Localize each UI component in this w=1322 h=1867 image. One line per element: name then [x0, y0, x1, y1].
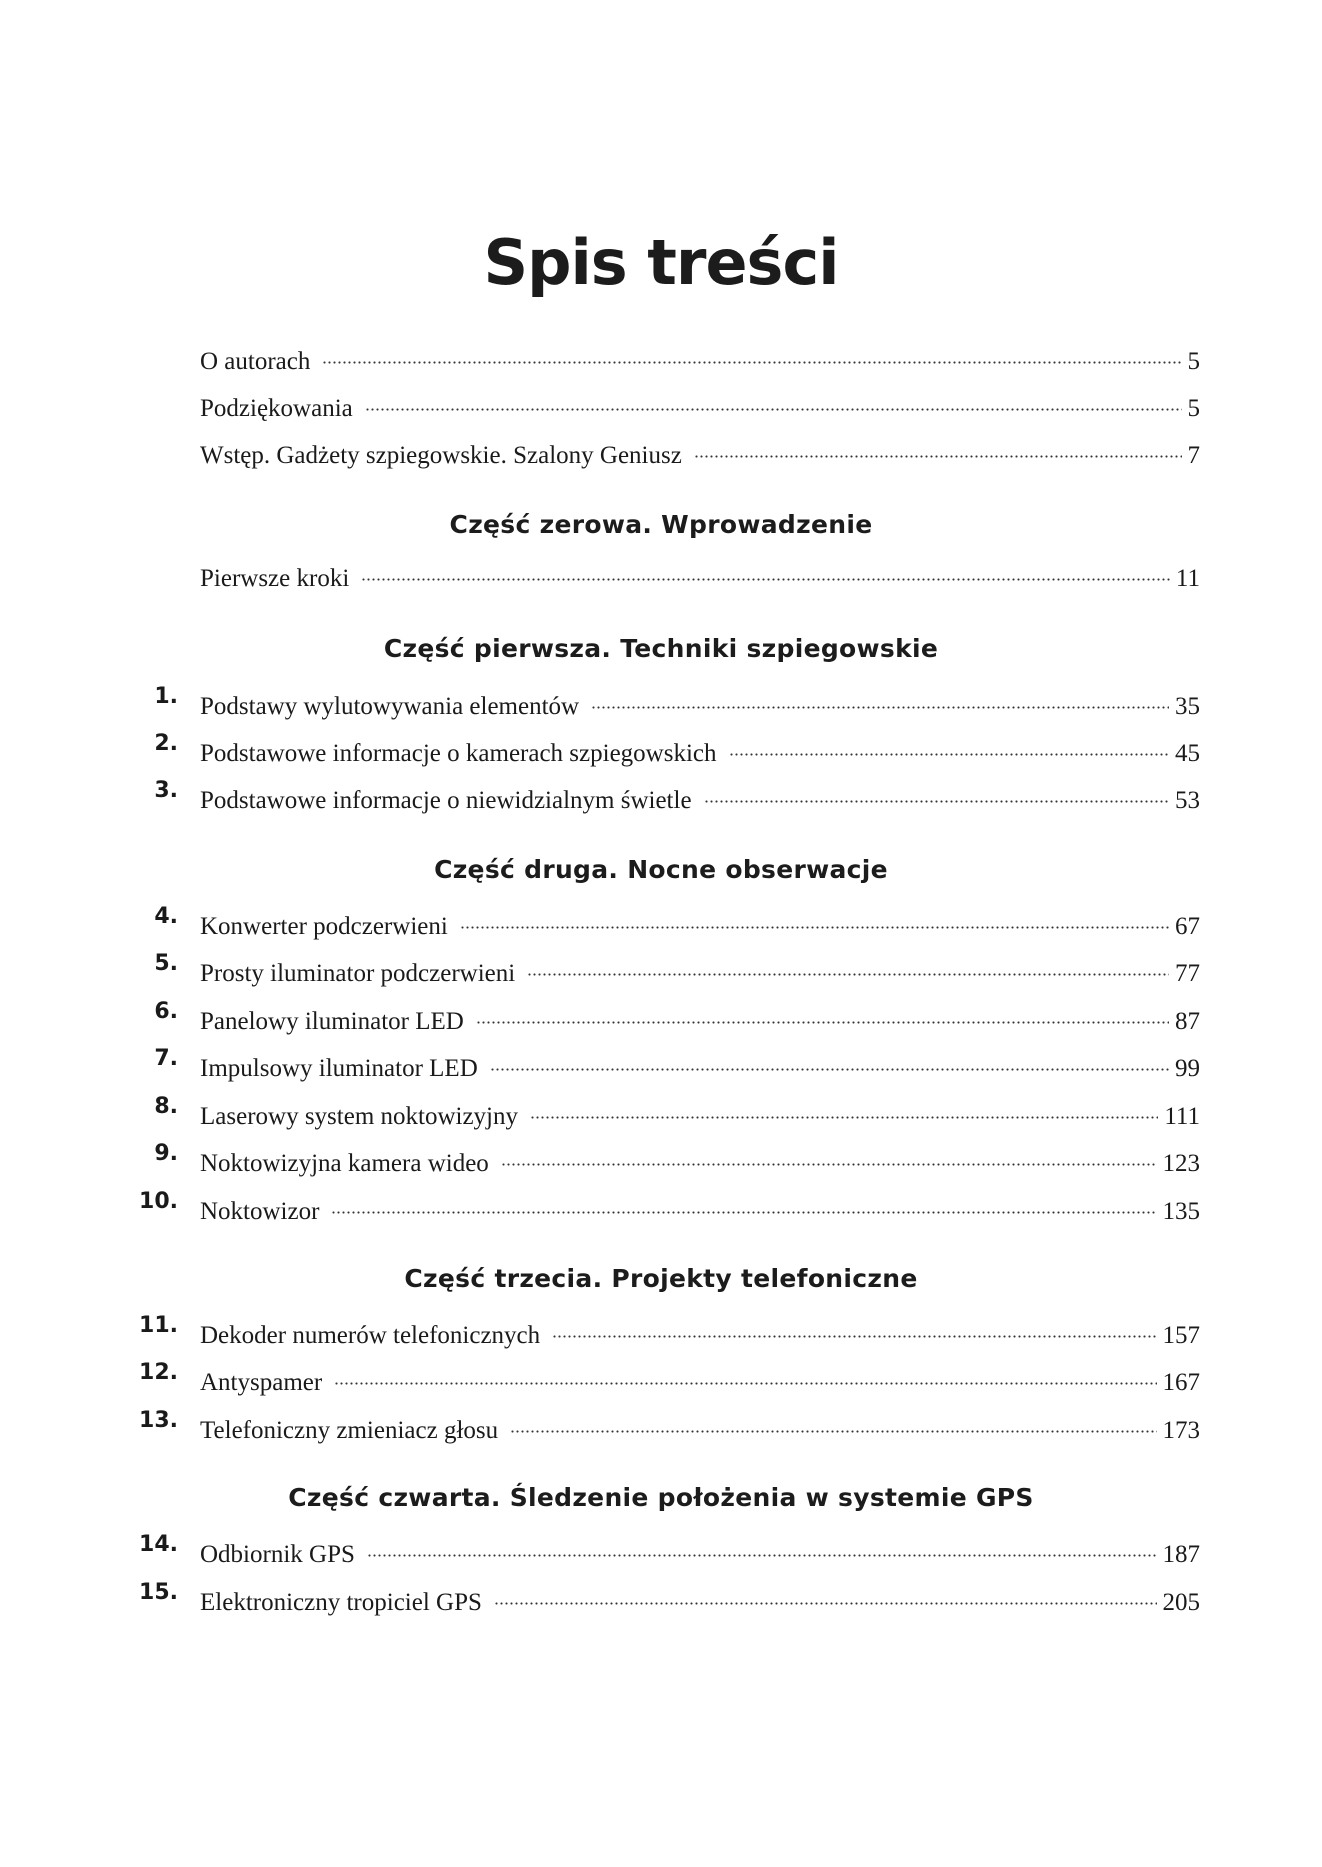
dot-leader — [591, 680, 1169, 714]
chapter-number: 14. — [139, 1532, 178, 1557]
entry-page-number: 35 — [1175, 693, 1200, 720]
toc-entry[interactable] — [200, 335, 1200, 375]
entry-page-number: 135 — [1162, 1198, 1200, 1225]
entry-label: Telefoniczny zmieniacz głosu — [200, 1417, 499, 1444]
toc-entry[interactable] — [154, 774, 1200, 814]
dot-leader — [729, 727, 1169, 761]
chapter-number: 2. — [154, 731, 178, 756]
entry-label: Prosty iluminator podczerwieni — [200, 960, 516, 987]
part-heading: Część druga. Nocne obserwacje — [434, 855, 888, 884]
chapter-number: 6. — [154, 999, 178, 1024]
toc-entry[interactable] — [200, 552, 1200, 592]
part-heading: Część trzecia. Projekty telefoniczne — [404, 1264, 918, 1293]
entry-label: Antyspamer — [200, 1369, 323, 1396]
dot-leader — [367, 1528, 1157, 1562]
dot-leader — [460, 900, 1169, 934]
entry-page-number: 173 — [1162, 1417, 1200, 1444]
entry-label: Podstawy wylutowywania elementów — [200, 693, 580, 720]
chapter-number: 5. — [154, 951, 178, 976]
entry-page-number: 7 — [1187, 442, 1200, 469]
toc-entry[interactable] — [154, 947, 1200, 987]
toc-entry[interactable] — [139, 1185, 1200, 1225]
entry-label: Podstawowe informacje o kamerach szpiegowskich — [200, 740, 717, 767]
entry-label: Pierwsze kroki — [200, 565, 350, 592]
dot-leader — [365, 382, 1182, 416]
part-heading: Część pierwsza. Techniki szpiegowskie — [383, 634, 939, 663]
entry-page-number: 205 — [1162, 1589, 1200, 1616]
chapter-number: 1. — [154, 684, 178, 709]
entry-label: Dekoder numerów telefonicznych — [200, 1322, 541, 1349]
entry-page-number: 187 — [1162, 1541, 1200, 1568]
dot-leader — [501, 1137, 1157, 1171]
toc-entry[interactable] — [139, 1404, 1200, 1444]
entry-label: Laserowy system noktowizyjny — [200, 1103, 519, 1130]
toc-entry[interactable] — [139, 1576, 1200, 1616]
entry-page-number: 5 — [1187, 395, 1200, 422]
dot-leader — [552, 1309, 1156, 1343]
entry-label: Odbiornik GPS — [200, 1541, 355, 1568]
entry-label: Podziękowania — [200, 395, 353, 422]
entry-label: Noktowizor — [200, 1198, 320, 1225]
chapter-number: 4. — [154, 904, 178, 929]
dot-leader — [334, 1356, 1156, 1390]
entry-page-number: 167 — [1162, 1369, 1200, 1396]
entry-label: Noktowizyjna kamera wideo — [200, 1150, 489, 1177]
toc-entry[interactable] — [154, 680, 1200, 720]
chapter-number: 12. — [139, 1360, 178, 1385]
dot-leader — [527, 947, 1169, 981]
dot-leader — [322, 335, 1181, 369]
entry-label: Panelowy iluminator LED — [200, 1008, 464, 1035]
entry-page-number: 99 — [1175, 1055, 1200, 1082]
entry-page-number: 87 — [1175, 1008, 1200, 1035]
part-heading: Część czwarta. Śledzenie położenia w systemie GPS — [288, 1483, 1034, 1512]
toc-entry[interactable] — [154, 900, 1200, 940]
dot-leader — [494, 1576, 1157, 1610]
dot-leader — [476, 995, 1169, 1029]
toc-entry[interactable] — [200, 429, 1200, 469]
entry-page-number: 77 — [1175, 960, 1200, 987]
toc-entry[interactable] — [139, 1528, 1200, 1568]
chapter-number: 15. — [139, 1580, 178, 1605]
entry-page-number: 45 — [1175, 740, 1200, 767]
entry-page-number: 11 — [1175, 565, 1200, 592]
entry-page-number: 53 — [1175, 787, 1200, 814]
entry-label: Konwerter podczerwieni — [200, 913, 448, 940]
entry-page-number: 5 — [1187, 348, 1200, 375]
chapter-number: 3. — [154, 778, 178, 803]
chapter-number: 7. — [154, 1046, 178, 1071]
dot-leader — [704, 774, 1169, 808]
entry-page-number: 157 — [1162, 1322, 1200, 1349]
toc-entry[interactable] — [200, 382, 1200, 422]
entry-label: Podstawowe informacje o niewidzialnym świetle — [200, 787, 692, 814]
chapter-number: 10. — [139, 1189, 178, 1214]
dot-leader — [530, 1090, 1158, 1124]
toc-entry[interactable] — [154, 727, 1200, 767]
toc-entry[interactable] — [154, 1042, 1200, 1082]
toc-entry[interactable] — [139, 1356, 1200, 1396]
dot-leader — [694, 429, 1182, 463]
dot-leader — [490, 1042, 1169, 1076]
entry-page-number: 111 — [1164, 1103, 1200, 1130]
part-heading: Część zerowa. Wprowadzenie — [449, 510, 873, 539]
entry-page-number: 123 — [1162, 1150, 1200, 1177]
chapter-number: 9. — [154, 1141, 178, 1166]
entry-label: O autorach — [200, 348, 311, 375]
dot-leader — [510, 1404, 1156, 1438]
dot-leader — [361, 552, 1170, 586]
page-title: Spis treści — [483, 226, 839, 299]
chapter-number: 13. — [139, 1408, 178, 1433]
toc-entry[interactable] — [154, 1137, 1200, 1177]
dot-leader — [331, 1185, 1156, 1219]
toc-entry[interactable] — [154, 995, 1200, 1035]
toc-entry[interactable] — [139, 1309, 1200, 1349]
toc-entry[interactable] — [154, 1090, 1200, 1130]
chapter-number: 11. — [139, 1313, 178, 1338]
entry-label: Impulsowy iluminator LED — [200, 1055, 478, 1082]
chapter-number: 8. — [154, 1094, 178, 1119]
entry-label: Wstęp. Gadżety szpiegowskie. Szalony Geniusz — [200, 442, 682, 469]
entry-page-number: 67 — [1175, 913, 1200, 940]
entry-label: Elektroniczny tropiciel GPS — [200, 1589, 482, 1616]
